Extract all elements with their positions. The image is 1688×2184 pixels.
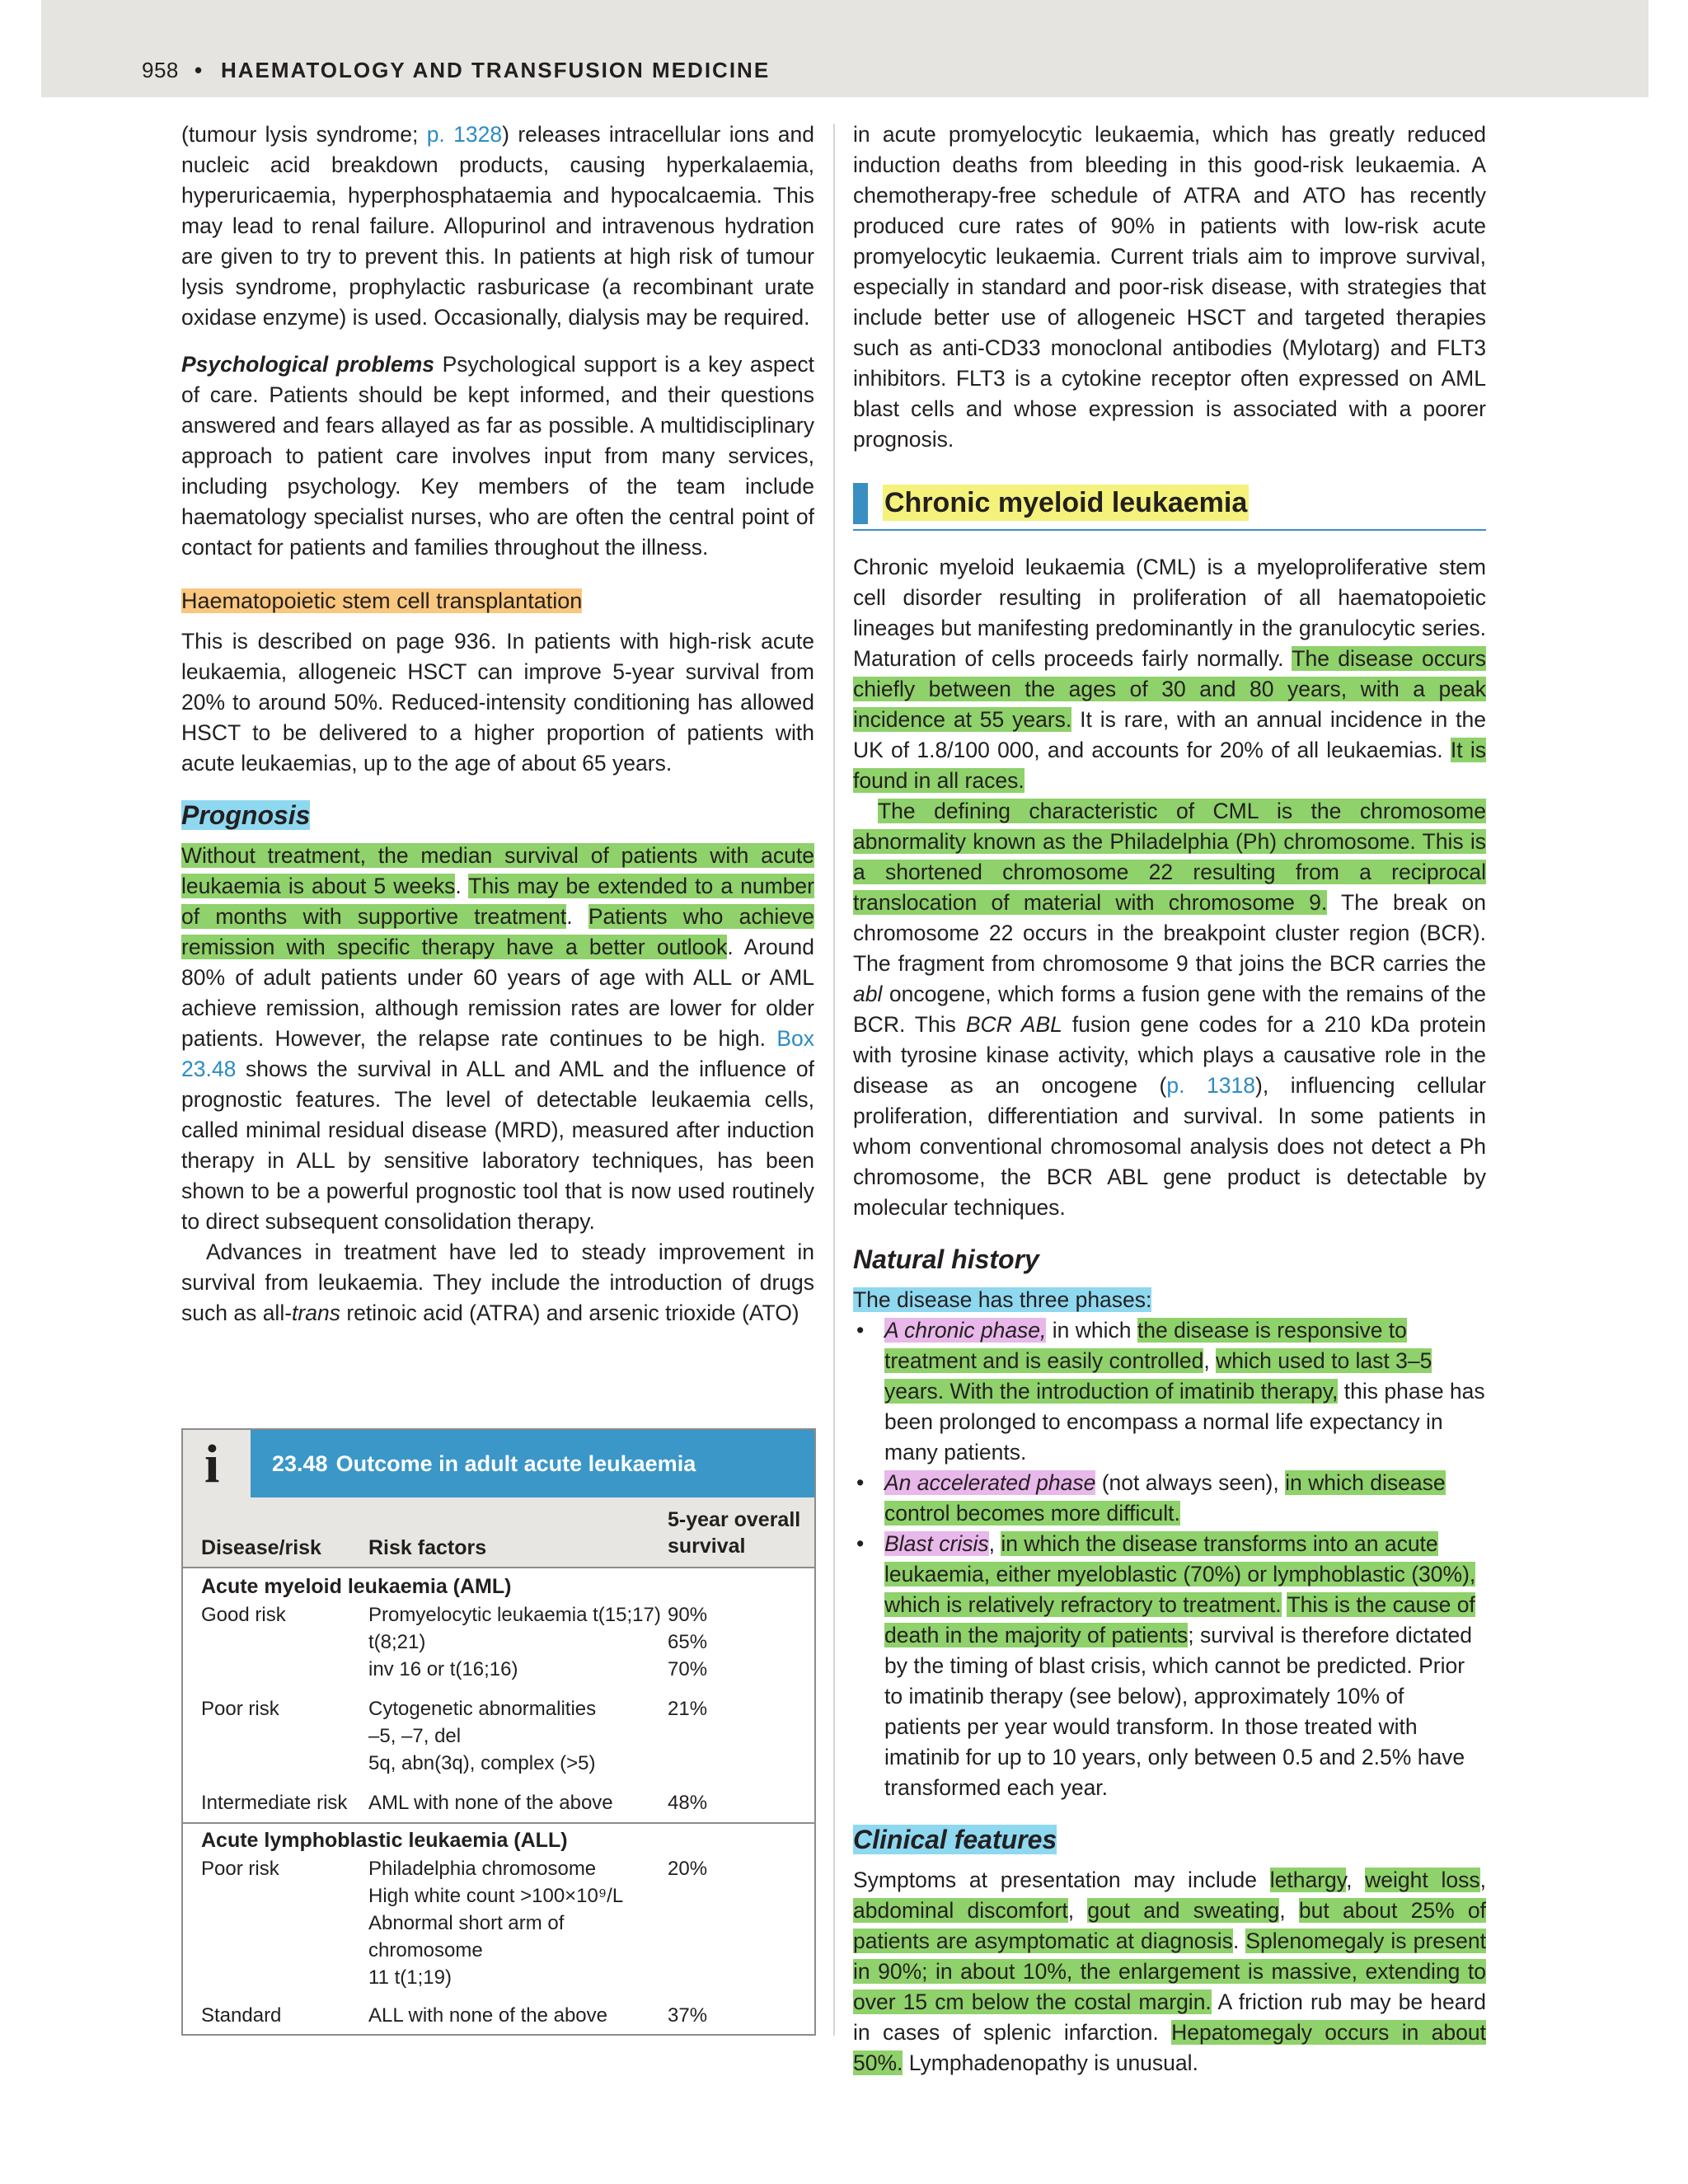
text: A friction rub may be heard in cases of splenic infarction.: [853, 1990, 1486, 2045]
text: ), influencing cellular proliferation, differentiation and survival. In some patients in whom conventional chromosomal analysis does not detect a Ph chromosome, the BCR ABL gene product is detectable by molecular techniques.: [853, 1073, 1486, 1220]
text: .: [455, 874, 469, 898]
italic-highlight: An accelerated phase: [884, 1470, 1096, 1495]
box-link[interactable]: Box 23.48: [181, 1026, 814, 1081]
left-column: [181, 120, 814, 1329]
risk-standard: Standard: [201, 2004, 282, 2027]
text: The break on chromosome 22 occurs in the breakpoint cluster region (BCR). The fragment from chromosome 9 that joins the BCR carries the: [853, 890, 1486, 976]
section-marker: [853, 483, 868, 524]
hsct-heading: [181, 586, 814, 616]
advances-paragraph: [181, 1237, 814, 1329]
highlight: abdominal discomfort: [853, 1898, 1068, 1923]
column-divider: [833, 124, 835, 2036]
phases-intro: [853, 1285, 1486, 1315]
text: (not always seen),: [1095, 1470, 1286, 1495]
text: ,: [1479, 1868, 1486, 1892]
list-item: [853, 1315, 1486, 1468]
box-number: 23.48: [272, 1451, 328, 1476]
text: ,: [1067, 1898, 1088, 1923]
cml-heading: Chronic myeloid leukaemia: [883, 485, 1249, 521]
right-column: [853, 120, 1486, 2079]
highlight: It is found in all races.: [853, 738, 1486, 793]
highlight: The disease has three phases:: [853, 1287, 1152, 1312]
survival-value: 65%: [668, 1631, 708, 1653]
italic-text: BCR ABL: [965, 1012, 1062, 1037]
survival-value: 21%: [668, 1698, 708, 1720]
outcome-table-box: [181, 1428, 816, 2036]
survival-value: 20%: [668, 1858, 708, 1880]
running-title: HAEMATOLOGY AND TRANSFUSION MEDICINE: [221, 58, 771, 82]
factor: Philadelphia chromosome: [368, 1858, 597, 1880]
text: Chronic myeloid leukaemia (CML) is a myeloproliferative stem cell disorder resulting in proliferation of all haematopoietic lineages but manifesting predominantly in the granulocytic series. Maturation of cells proceeds fairly normally.: [853, 555, 1486, 671]
highlight: The disease occurs chiefly between the ages of 30 and 80 years, with a peak incidence at 55 years.: [853, 646, 1487, 732]
list-item: [853, 1529, 1486, 1803]
text: Lymphadenopathy is unusual.: [903, 2050, 1198, 2075]
col-header-survival-2: survival: [668, 1535, 746, 1558]
text: retinoic acid (ATRA) and arsenic trioxide (ATO): [340, 1301, 799, 1325]
highlight: Splenomegaly is present in 90%; in about 10%, the enlargement is massive, extending to over 15 cm below the costal margin.: [853, 1929, 1486, 2014]
survival-value: 48%: [668, 1792, 708, 1814]
tumour-lysis-paragraph: [181, 120, 814, 333]
factor: ALL with none of the above: [368, 2004, 607, 2027]
list-item: [853, 1468, 1486, 1529]
box-title-text: Outcome in adult acute leukaemia: [335, 1451, 696, 1476]
text: shows the survival in ALL and AML and the influence of prognostic features. The level of detectable leukaemia cells, called minimal residual disease (MRD), measured after induction therapy in ALL by sensitive laboratory techniques, has been shown to be a powerful prognostic tool that is now used routinely to direct subsequent consolidation therapy.: [181, 1057, 814, 1234]
highlight: Hepatomegaly occurs in about 50%.: [853, 2020, 1486, 2075]
factor: 11 t(1;19): [368, 1966, 452, 1989]
psychological-paragraph: [181, 349, 814, 563]
italic-text: abl: [853, 982, 883, 1006]
text: fusion gene codes for a 210 kDa protein with tyrosine kinase activity, which plays a causative role in the disease as an oncogene (: [853, 1012, 1487, 1098]
factor: Promyelocytic leukaemia t(15;17): [368, 1604, 661, 1626]
text: oncogene, which forms a fusion gene with the remains of the BCR. This: [853, 982, 1486, 1037]
highlight: This is the cause of death in the majority of patients: [884, 1592, 1475, 1647]
highlight: Without treatment, the median survival of patients with acute leukaemia is about 5 weeks: [181, 843, 814, 898]
highlight: in which the disease transforms into an acute leukaemia, either myeloblastic (70%) or lymphoblastic (30%), which is relatively refractory to treatment.: [884, 1531, 1476, 1617]
text: this phase has been prolonged to encompass a normal life expectancy in many patients.: [884, 1379, 1485, 1465]
text: ) releases intracellular ions and nucleic acid breakdown products, causing hyperkalaemia, hyperuricaemia, hyperphosphataemia and hypocalcaemia. This may lead to renal failure. Allopurinol and intravenous hydration are given to try to prevent this. In patients at high risk of tumour lysis syndrome, prophylactic rasburicase (a recombinant urate oxidase enzyme) is used. Occasionally, dialysis may be required.: [181, 122, 814, 330]
text: Advances in treatment have led to steady improvement in survival from leukaemia. They include the introduction of drugs such as all-: [181, 1240, 814, 1325]
risk-intermediate: Intermediate risk: [201, 1792, 348, 1814]
phases-list: [853, 1315, 1486, 1803]
col-header-factors: Risk factors: [368, 1536, 487, 1559]
cml-section-header: [853, 480, 1486, 531]
bullet: •: [856, 1531, 865, 1556]
prognosis-paragraph: [181, 841, 814, 1237]
page-link[interactable]: p. 1318: [1166, 1073, 1255, 1098]
col-header-survival-1: 5-year overall: [668, 1508, 801, 1531]
heading-text: Prognosis: [181, 800, 311, 830]
survival-value: 37%: [668, 2004, 708, 2027]
text: ; survival is therefore dictated by the timing of blast crisis, which cannot be predicted. Prior to imatinib therapy (see below), approximately 10% of patients per year would transform. In those treated with imatinib for up to 10 years, only between 0.5 and 2.5% have transformed each year.: [884, 1623, 1472, 1800]
text: Psychological support is a key aspect of care. Patients should be kept informed, and their questions answered and fears allayed as far as possible. A multidisciplinary approach to patient care involves input from many services, including psychology. Key members of the team include haematology specialist nurses, who are often the central point of contact for patients and families throughout the illness.: [181, 352, 814, 560]
factor: –5, –7, del: [368, 1725, 462, 1747]
heading-text: Clinical features: [853, 1825, 1057, 1854]
factor: Abnormal short arm of: [368, 1912, 565, 1934]
risk-poor: Poor risk: [201, 1858, 279, 1880]
factor: chromosome: [368, 1939, 483, 1961]
highlight: weight loss: [1365, 1868, 1480, 1892]
text: Symptoms at presentation may include: [853, 1868, 1270, 1892]
text: .: [566, 904, 588, 929]
text: (tumour lysis syndrome;: [181, 122, 427, 147]
highlight: the disease is responsive to treatment and is easily controlled: [884, 1318, 1407, 1373]
factor: t(8;21): [368, 1631, 426, 1653]
clinical-features-heading: [853, 1825, 1486, 1855]
factor: 5q, abn(3q), complex (>5): [368, 1752, 596, 1774]
table-rule: [183, 1822, 814, 1824]
prognosis-heading: [181, 800, 814, 831]
atra-paragraph: in acute promyelocytic leukaemia, which has greatly reduced induction deaths from bleeding in this good-risk leukaemia. A chemotherapy-free schedule of ATRA and ATO has recently produced cure rates of 90% in patients with low-risk acute promyelocytic leukaemia. Current trials aim to improve survival, especially in standard and poor-risk disease, with strategies that include better use of allogeneic HSCT and targeted therapies such as anti-CD33 monoclonal antibodies (Mylotarg) and FLT3 inhibitors. FLT3 is a cytokine receptor often expressed on AML blast cells and whose expression is associated with a poorer prognosis.: [853, 122, 1486, 452]
highlight: gout and sweating: [1087, 1898, 1280, 1923]
box-title: [272, 1451, 704, 1477]
run-in-heading: Psychological problems: [181, 352, 435, 377]
header-bullet: •: [195, 58, 203, 82]
italic-highlight: Blast crisis: [884, 1531, 989, 1556]
info-icon: i: [204, 1434, 220, 1494]
factor: AML with none of the above: [368, 1792, 613, 1814]
col-header-disease: Disease/risk: [201, 1536, 321, 1559]
italic-highlight: A chronic phase,: [884, 1318, 1047, 1343]
clinical-features-paragraph: [853, 1865, 1486, 2079]
text: .: [1232, 1929, 1246, 1953]
text: . Around 80% of adult patients under 60 years of age with ALL or AML achieve remission, although remission rates are lower for older patients. However, the relapse rate continues to be high.: [181, 935, 814, 1051]
info-icon-bg: [183, 1430, 251, 1497]
bullet: •: [856, 1470, 865, 1495]
hsct-paragraph: This is described on page 936. In patients with high-risk acute leukaemia, allogeneic HSCT can improve 5-year survival from 20% to around 50%. Reduced-intensity conditioning has allowed HSCT to be delivered to a higher proportion of patients with acute leukaemias, up to the age of about 65 years.: [181, 629, 814, 776]
risk-good: Good risk: [201, 1604, 286, 1626]
natural-history-heading: Natural history: [853, 1244, 1039, 1274]
highlight: lethargy: [1269, 1868, 1347, 1892]
text: in which: [1046, 1318, 1137, 1343]
text: It is rare, with an annual incidence in the UK of 1.8/100 000, and accounts for 20% of all leukaemias.: [853, 707, 1486, 762]
philadelphia-paragraph: [853, 796, 1486, 1223]
page-link[interactable]: p. 1328: [426, 122, 503, 147]
bullet: •: [856, 1318, 865, 1343]
page-number: 958: [142, 58, 179, 82]
text: ,: [1203, 1348, 1217, 1373]
survival-value: 70%: [668, 1658, 708, 1680]
highlight: The defining characteristic of CML is the chromosome abnormality known as the Philadelphia (Ph) chromosome. This is a shortened chromosome 22 resulting from a reciprocal translocation of material with chromosome 9.: [853, 799, 1486, 915]
highlight: Patients who achieve remission with specific therapy have a better outlook: [181, 904, 814, 959]
text: ,: [1346, 1868, 1366, 1892]
text: ,: [988, 1531, 1001, 1556]
factor: Cytogenetic abnormalities: [368, 1698, 597, 1720]
highlight: in which disease control becomes more difficult.: [884, 1470, 1446, 1526]
text: ,: [1279, 1898, 1299, 1923]
factor: High white count >100×10⁹/L: [368, 1885, 624, 1907]
factor: inv 16 or t(16;16): [368, 1658, 518, 1680]
survival-value: 90%: [668, 1604, 708, 1626]
heading-text: Haematopoietic stem cell transplantation: [181, 588, 583, 613]
aml-section-heading: Acute myeloid leukaemia (AML): [201, 1575, 512, 1598]
italic-text: trans: [292, 1301, 340, 1325]
highlight: This may be extended to a number of months with supportive treatment: [181, 874, 814, 929]
all-section-heading: Acute lymphoblastic leukaemia (ALL): [201, 1829, 568, 1852]
risk-poor: Poor risk: [201, 1698, 279, 1720]
highlight: which used to last 3–5 years. With the introduction of imatinib therapy,: [884, 1348, 1432, 1404]
cml-intro-paragraph: [853, 552, 1486, 796]
highlight: but about 25% of patients are asymptomatic at diagnosis: [853, 1898, 1486, 1953]
